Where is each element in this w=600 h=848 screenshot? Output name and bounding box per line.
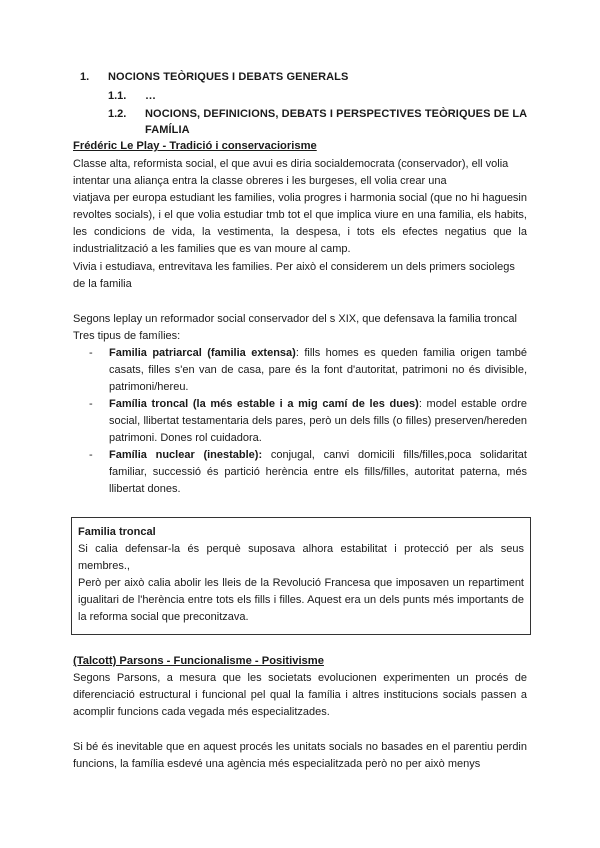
list-item-description: conjugal, canvi domicili fills/filles,poca solidaritat familiar, successió és partició herència entre els fills/filles, autoritat paterna, més llibertat dones. [109, 449, 527, 495]
heading-1-2-number: 1.2. [108, 108, 127, 120]
le-play-paragraph-4: Segons leplay un reformador social conservador del s XIX, que defensava la familia troncal [73, 313, 517, 325]
heading-1-number: 1. [80, 71, 90, 83]
list-item-term: Familia patriarcal (familia extensa) [109, 347, 296, 359]
parsons-paragraph-1: Segons Parsons, a mesura que les societats evolucionen experimenten un procés de diferenciació estructural i funcional pel qual la família i altres institucions socials passen a acomplir funcions cada vegada més especialitzades. [73, 672, 527, 718]
le-play-paragraph-3: Vivia i estudiava, entrevitava les families. Per això el considerem un dels primers sociolegs de la familia [73, 261, 515, 290]
family-types-intro: Tres tipus de famílies: [73, 330, 181, 342]
bullet-dash: - [89, 398, 93, 410]
heading-1-text: NOCIONS TEÒRIQUES I DEBATS GENERALS [108, 71, 349, 83]
heading-1-2-text-continued: FAMÍLIA [145, 124, 190, 136]
section-le-play-title: Frédéric Le Play - Tradició i conservaciorisme [73, 140, 317, 152]
bullet-dash: - [89, 449, 93, 461]
list-item-description: : model estable ordre social, llibertat testamentaria dels pares, però un dels fills (o filles) preserven/hereden patrimoni. Dones rol cuidadora. [109, 398, 527, 444]
parsons-paragraph-2: Si bé és inevitable que en aquest procés les unitats socials no basades en el parentiu perdin funcions, la família esdevé una agència més especialitzada però no per això menys [73, 741, 527, 770]
list-item [73, 345, 527, 396]
box-paragraph-2: Però per això calia abolir les lleis de la Revolució Francesa que imposaven un repartiment igualitari de l'herència entre tots els fills i filles. Aquest era un dels punts més importants de la reforma social que preconitzava. [78, 577, 524, 623]
list-item-description: : fills homes es queden familia origen també casats, filles s'en van de casa, pare és la font d'autoritat, patrimoni no és divisible, patrimoni/hereu. [109, 347, 527, 393]
le-play-paragraph-1: Classe alta, reformista social, el que avui es diria socialdemocrata (conservador), ell volia intentar una aliança entra la classe obreres i les burgeses, ell volia crear una [73, 158, 509, 187]
section-parsons-title: (Talcott) Parsons - Funcionalisme - Positivisme [73, 655, 324, 667]
list-item-term: Família nuclear (inestable): [109, 449, 263, 461]
heading-1-1-text: … [145, 90, 157, 102]
familia-troncal-box [71, 517, 531, 635]
bullet-dash: - [89, 347, 93, 359]
box-title: Familia troncal [78, 526, 156, 538]
list-item [73, 447, 527, 498]
box-paragraph-1: Si calia defensar-la és perquè suposava alhora estabilitat i protecció per als seus membres., [78, 543, 524, 572]
list-item [73, 396, 527, 447]
family-types-list [73, 345, 527, 498]
heading-1-1-number: 1.1. [108, 90, 127, 102]
list-item-term: Família troncal (la més estable i a mig camí de les dues) [109, 398, 419, 410]
heading-1-2-text: NOCIONS, DEFINICIONS, DEBATS I PERSPECTIVES TEÒRIQUES DE LA [145, 108, 528, 120]
le-play-paragraph-2: viatjava per europa estudiant les families, volia progres i harmonia social (que no hi haguesin revoltes socials), i el que volia estudiar tmb tot el que implica viure en una familia, els habits, les condicions de vida, la vestimenta, la despesa, i tots els efectes negatius que la industrialització a les families que es van moure al camp. [73, 192, 527, 255]
